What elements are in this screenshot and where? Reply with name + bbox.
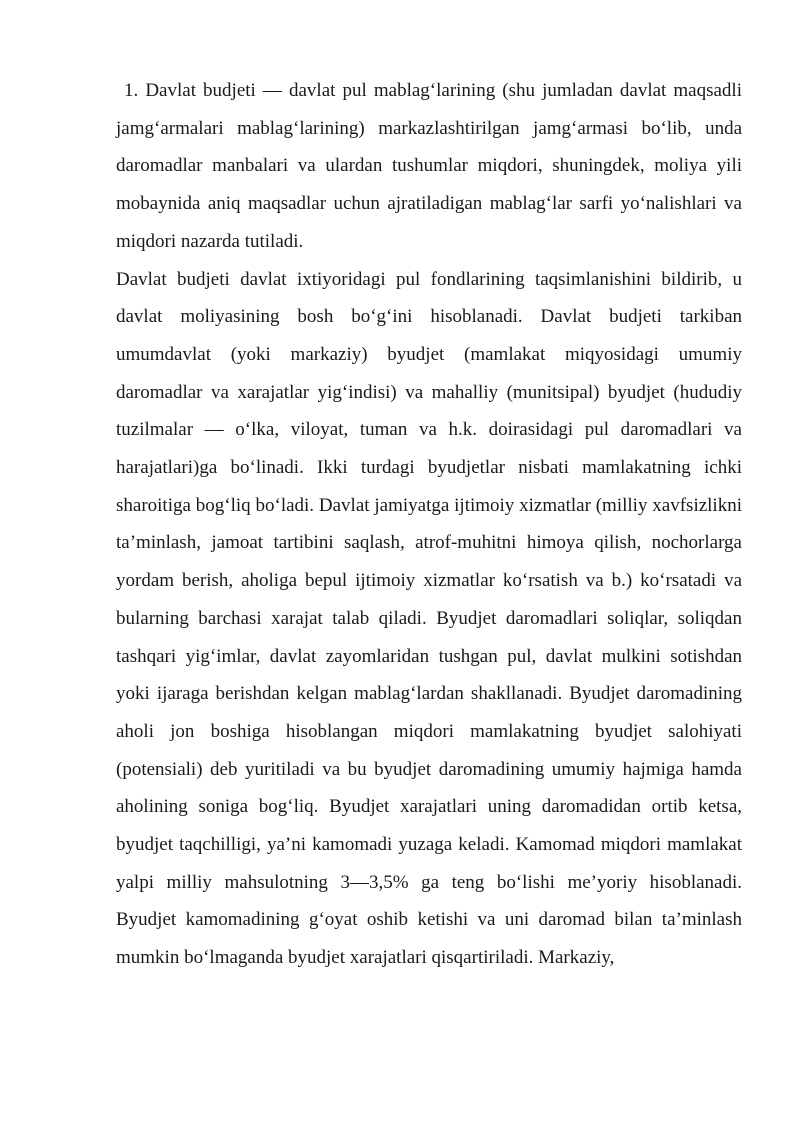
paragraph-budget-definition: 1. Davlat budjeti — davlat pul mablag‘larining (shu jumladan davlat maqsadli jamg‘armalari mablag‘larining) markazlashtirilgan jamg‘armasi bo‘lib, unda daromadlar manbalari va ulardan tushumlar miqdori, shuningdek, moliya yili mobaynida aniq maqsadlar uchun ajratiladigan mablag‘lar sarfi yo‘nalishlari va miqdori nazarda tutiladi. [116, 80, 742, 252]
document-body [116, 72, 742, 977]
paragraph-budget-structure: Davlat budjeti davlat ixtiyoridagi pul fondlarining taqsimlanishini bildirib, u davlat moliyasining bosh bo‘g‘ini hisoblanadi. Davlat budjeti tarkiban umumdavlat (yoki markaziy) byudjet (mamlakat miqyosidagi umumiy daromadlar va xarajatlar yig‘indisi) va mahalliy (munitsipal) byudjet (hududiy tuzilmalar — o‘lka, viloyat, tuman va h.k. doirasidagi pul daromadlari va harajatlari)ga bo‘linadi. Ikki turdagi byudjetlar nisbati mamlakatning ichki sharoitiga bog‘liq bo‘ladi. Davlat jamiyatga ijtimoiy xizmatlar (milliy xavfsizlikni ta’minlash, jamoat tartibini saqlash, atrof-muhitni himoya qilish, nochorlarga yordam berish, aholiga bepul ijtimoiy xizmatlar ko‘rsatish va b.) ko‘rsatadi va bularning barchasi xarajat talab qiladi. Byudjet daromadlari soliqlar, soliqdan tashqari yig‘imlar, davlat zayomlaridan tushgan pul, davlat mulkini sotishdan yoki ijaraga berishdan kelgan mablag‘lardan shakllanadi. Byudjet daromadining aholi jon boshiga hisoblangan miqdori mamlakatning byudjet salohiyati (potensiali) deb yuritiladi va bu byudjet daromadining umumiy hajmiga hamda aholining soniga bog‘liq. Byudjet xarajatlari uning daromadidan ortib ketsa, byudjet taqchilligi, ya’ni kamomadi yuzaga keladi. Kamomad miqdori mamlakat yalpi milliy mahsulotning 3—3,5% ga teng bo‘lishi me’yoriy hisoblanadi. Byudjet kamomadining g‘oyat oshib ketishi va uni daromad bilan ta’minlash mumkin bo‘lmaganda byudjet xarajatlari qisqartiriladi. Markaziy, [116, 268, 742, 969]
